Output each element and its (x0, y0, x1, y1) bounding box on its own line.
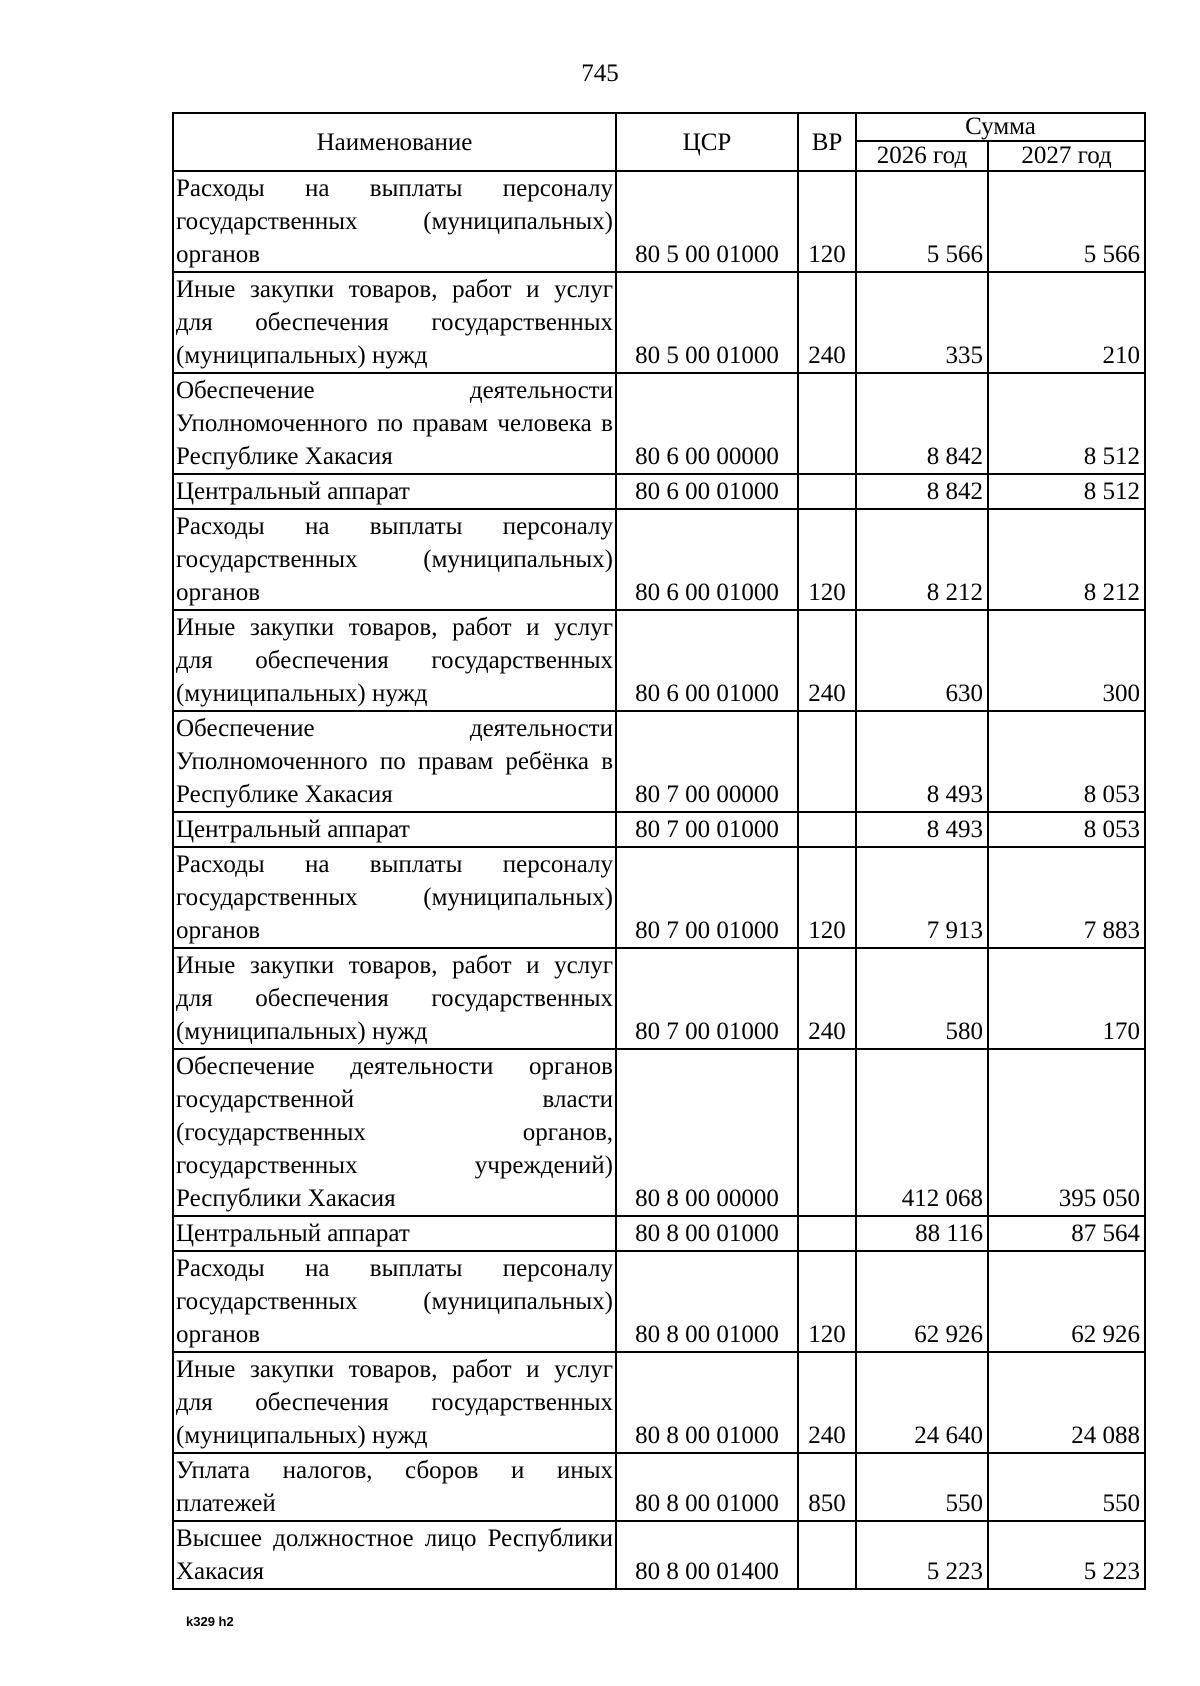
row-amount-2027: 170 (988, 948, 1145, 1049)
row-vr (798, 711, 856, 812)
row-vr: 240 (798, 948, 856, 1049)
row-amount-2026: 5 223 (856, 1521, 988, 1589)
row-amount-2026: 8 212 (856, 509, 988, 610)
row-name: Центральный аппарат (173, 812, 616, 847)
row-amount-2026: 580 (856, 948, 988, 1049)
row-amount-2027: 395 050 (988, 1049, 1145, 1216)
table-row (173, 948, 1145, 1049)
table-row (173, 509, 1145, 610)
row-csr: 80 8 00 01000 (616, 1216, 798, 1251)
row-name: Иные закупки товаров, работ и услуг для обеспечения государственных (муниципальных) нужд (173, 948, 616, 1049)
row-amount-2027: 62 926 (988, 1251, 1145, 1352)
row-amount-2027: 8 053 (988, 711, 1145, 812)
row-csr: 80 7 00 01000 (616, 948, 798, 1049)
header-sum: Сумма (856, 113, 1145, 141)
row-amount-2026: 335 (856, 272, 988, 373)
document-code: k329 h2 (186, 1614, 234, 1629)
row-vr: 120 (798, 847, 856, 948)
row-amount-2027: 8 212 (988, 509, 1145, 610)
table-row (173, 373, 1145, 474)
table-row (173, 1049, 1145, 1216)
row-amount-2027: 300 (988, 610, 1145, 711)
row-amount-2027: 8 512 (988, 373, 1145, 474)
row-vr: 240 (798, 1352, 856, 1453)
row-csr: 80 8 00 01000 (616, 1453, 798, 1521)
row-csr: 80 8 00 00000 (616, 1049, 798, 1216)
row-name: Центральный аппарат (173, 474, 616, 509)
row-amount-2027: 24 088 (988, 1352, 1145, 1453)
row-name: Расходы на выплаты персоналу государственных (муниципальных) органов (173, 847, 616, 948)
row-csr: 80 6 00 01000 (616, 509, 798, 610)
row-name: Расходы на выплаты персоналу государственных (муниципальных) органов (173, 509, 616, 610)
row-vr (798, 1216, 856, 1251)
row-amount-2026: 8 842 (856, 474, 988, 509)
row-csr: 80 7 00 00000 (616, 711, 798, 812)
row-name: Обеспечение деятельности Уполномоченного по правам ребёнка в Республике Хакасия (173, 711, 616, 812)
row-amount-2027: 210 (988, 272, 1145, 373)
row-amount-2027: 550 (988, 1453, 1145, 1521)
table-row (173, 610, 1145, 711)
row-name: Высшее должностное лицо Республики Хакасия (173, 1521, 616, 1589)
row-amount-2026: 7 913 (856, 847, 988, 948)
row-csr: 80 5 00 01000 (616, 171, 798, 272)
table-row (173, 474, 1145, 509)
row-csr: 80 6 00 01000 (616, 610, 798, 711)
table-row (173, 171, 1145, 272)
row-name: Иные закупки товаров, работ и услуг для обеспечения государственных (муниципальных) нужд (173, 610, 616, 711)
row-amount-2027: 5 223 (988, 1521, 1145, 1589)
table-row (173, 1521, 1145, 1589)
header-vr: ВР (798, 113, 856, 171)
row-csr: 80 6 00 01000 (616, 474, 798, 509)
row-amount-2026: 24 640 (856, 1352, 988, 1453)
row-csr: 80 7 00 01000 (616, 812, 798, 847)
row-amount-2027: 8 053 (988, 812, 1145, 847)
row-amount-2027: 7 883 (988, 847, 1145, 948)
header-year-2027: 2027 год (988, 141, 1145, 171)
row-name: Обеспечение деятельности Уполномоченного по правам человека в Республике Хакасия (173, 373, 616, 474)
budget-table (172, 112, 1146, 1590)
row-vr (798, 474, 856, 509)
header-year-2026: 2026 год (856, 141, 988, 171)
row-csr: 80 8 00 01000 (616, 1251, 798, 1352)
header-name: Наименование (173, 113, 616, 171)
table-row (173, 1453, 1145, 1521)
row-amount-2026: 412 068 (856, 1049, 988, 1216)
row-amount-2026: 630 (856, 610, 988, 711)
row-vr: 120 (798, 509, 856, 610)
row-csr: 80 5 00 01000 (616, 272, 798, 373)
row-vr (798, 1521, 856, 1589)
table-row (173, 1216, 1145, 1251)
page-number: 745 (581, 60, 619, 87)
row-name: Уплата налогов, сборов и иных платежей (173, 1453, 616, 1521)
row-csr: 80 8 00 01000 (616, 1352, 798, 1453)
row-csr: 80 7 00 01000 (616, 847, 798, 948)
row-name: Иные закупки товаров, работ и услуг для обеспечения государственных (муниципальных) нужд (173, 1352, 616, 1453)
table-header-row (173, 113, 1145, 141)
row-amount-2026: 62 926 (856, 1251, 988, 1352)
row-amount-2026: 8 493 (856, 711, 988, 812)
row-amount-2026: 5 566 (856, 171, 988, 272)
row-name: Центральный аппарат (173, 1216, 616, 1251)
row-amount-2026: 8 493 (856, 812, 988, 847)
row-vr (798, 1049, 856, 1216)
table-row (173, 1352, 1145, 1453)
row-vr (798, 812, 856, 847)
table-row (173, 812, 1145, 847)
row-csr: 80 6 00 00000 (616, 373, 798, 474)
table-row (173, 847, 1145, 948)
row-amount-2027: 8 512 (988, 474, 1145, 509)
row-amount-2026: 88 116 (856, 1216, 988, 1251)
row-amount-2027: 87 564 (988, 1216, 1145, 1251)
row-vr: 850 (798, 1453, 856, 1521)
row-vr: 120 (798, 1251, 856, 1352)
row-vr: 240 (798, 610, 856, 711)
header-csr: ЦСР (616, 113, 798, 171)
row-amount-2027: 5 566 (988, 171, 1145, 272)
table-row (173, 272, 1145, 373)
row-name: Расходы на выплаты персоналу государственных (муниципальных) органов (173, 171, 616, 272)
row-vr: 120 (798, 171, 856, 272)
row-vr (798, 373, 856, 474)
row-amount-2026: 8 842 (856, 373, 988, 474)
row-csr: 80 8 00 01400 (616, 1521, 798, 1589)
table-row (173, 1251, 1145, 1352)
row-name: Обеспечение деятельности органов государственной власти (государственных органов, государственных учреждений) Республики Хакасия (173, 1049, 616, 1216)
row-amount-2026: 550 (856, 1453, 988, 1521)
row-vr: 240 (798, 272, 856, 373)
table-row (173, 711, 1145, 812)
row-name: Расходы на выплаты персоналу государственных (муниципальных) органов (173, 1251, 616, 1352)
row-name: Иные закупки товаров, работ и услуг для обеспечения государственных (муниципальных) нужд (173, 272, 616, 373)
